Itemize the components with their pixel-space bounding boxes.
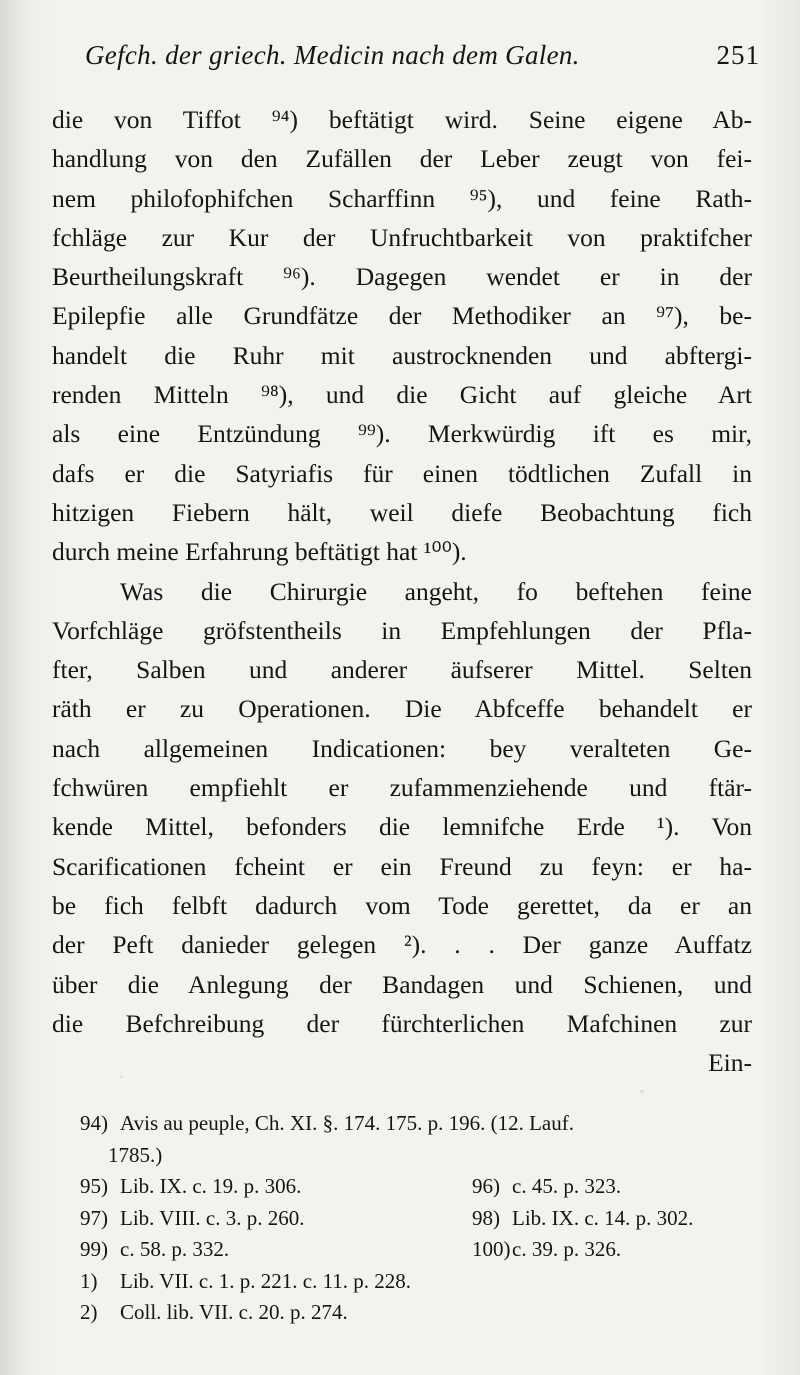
footnote-second-column: [472, 1203, 693, 1235]
footnote: [80, 1140, 770, 1172]
footnote-marker: 95): [80, 1174, 108, 1198]
text-line: nem philofophifchen Scharffinn ⁹⁵), und feine Rath-: [52, 183, 752, 213]
footnote-marker: 1): [80, 1268, 98, 1293]
text-line: die Befchreibung der fürchterlichen Mafchinen zur: [52, 1008, 752, 1038]
footnote-text: Coll. lib. VII. c. 20. p. 274.: [120, 1300, 348, 1324]
footnote-text: c. 45. p. 323.: [512, 1174, 622, 1198]
text-line: als eine Entzündung ⁹⁹). Merkwürdig ift es mir,: [52, 419, 752, 449]
footnote-second-column: [472, 1171, 621, 1203]
text-line: Ein-: [708, 1048, 752, 1078]
text-line: kende Mittel, befonders die lemnifche Erde ¹). Von: [52, 812, 752, 842]
footnote-text: Lib. IX. c. 19. p. 306.: [120, 1174, 302, 1198]
footnote-marker: 96): [472, 1174, 500, 1198]
footnote-marker: 98): [472, 1205, 500, 1230]
footnote-marker: 100): [472, 1237, 511, 1261]
footnote-marker: 94): [80, 1111, 108, 1135]
footnote: [80, 1171, 770, 1203]
footnote-text: Lib. VII. c. 1. p. 221. c. 11. p. 228.: [120, 1268, 412, 1293]
text-line: dafs er die Satyriafis für einen tödtlichen Zufall in: [52, 458, 752, 488]
paper-speck: [640, 1090, 644, 1093]
text-line: nach allgemeinen Indicationen: bey veralteten Ge-: [52, 733, 752, 763]
footnote-marker: 99): [80, 1237, 108, 1261]
footnote-text: c. 39. p. 326.: [512, 1237, 622, 1261]
footnote-marker: 97): [80, 1205, 108, 1230]
footnote-text: Lib. IX. c. 14. p. 302.: [512, 1205, 694, 1230]
footnote: [80, 1234, 770, 1266]
footnote-text: c. 58. p. 332.: [120, 1237, 230, 1261]
text-line: fter, Salben und anderer äufserer Mittel. Selten: [52, 655, 752, 685]
running-head: [85, 40, 760, 80]
footnote-marker: 2): [80, 1300, 98, 1324]
paper-speck: [300, 560, 303, 563]
text-line: über die Anlegung der Bandagen und Schienen, und: [52, 969, 752, 999]
text-line: Vorfchläge gröfstentheils in Empfehlungen der Pfla-: [52, 615, 752, 645]
page-number: 251: [716, 40, 760, 70]
text-line: die von Tiffot ⁹⁴) beftätigt wird. Seine eigene Ab-: [52, 105, 752, 134]
footnote-second-column: [472, 1234, 621, 1266]
text-line: fchwüren empfiehlt er zufammenziehende und ftär-: [52, 773, 752, 803]
text-line: Was die Chirurgie angeht, fo beftehen feine: [120, 576, 752, 606]
paper-speck: [120, 1075, 123, 1078]
text-line: renden Mitteln ⁹⁸), und die Gicht auf gleiche Art: [52, 380, 752, 410]
footnote: [80, 1297, 770, 1329]
footnote: [80, 1203, 770, 1235]
text-line: hitzigen Fiebern hält, weil diefe Beobachtung fich: [52, 497, 752, 527]
footnotes: [80, 1108, 770, 1329]
text-line: fchläge zur Kur der Unfruchtbarkeit von praktifcher: [52, 222, 752, 252]
text-line: Epilepfie alle Grundfätze der Methodiker an ⁹⁷), be-: [52, 301, 752, 331]
text-line: Beurtheilungskraft ⁹⁶). Dagegen wendet er in der: [52, 262, 752, 292]
text-line: handelt die Ruhr mit austrocknenden und abftergi-: [52, 340, 752, 370]
footnote-text: Lib. VIII. c. 3. p. 260.: [120, 1205, 305, 1230]
text-line: räth er zu Operationen. Die Abfceffe behandelt er: [52, 694, 752, 724]
footnote: [80, 1266, 770, 1298]
text-line: der Peft danieder gelegen ²). . . Der ganze Auffatz: [52, 930, 752, 960]
text-line: handlung von den Zufällen der Leber zeugt von fei-: [52, 144, 752, 174]
footnote: [80, 1108, 770, 1140]
body-text: [52, 100, 752, 1082]
footnote-text: 1785.): [108, 1142, 163, 1167]
text-line: Scarificationen fcheint er ein Freund zu feyn: er ha-: [52, 851, 752, 881]
text-line: durch meine Erfahrung beftätigt hat ¹⁰⁰).: [52, 537, 467, 567]
footnote-text: Avis au peuple, Ch. XI. §. 174. 175. p. 196. (12. Lauf.: [120, 1111, 574, 1135]
text-line: be fich felbft dadurch vom Tode gerettet, da er an: [52, 890, 752, 920]
running-head-title: Gefch. der griech. Medicin nach dem Galen.: [85, 40, 580, 70]
